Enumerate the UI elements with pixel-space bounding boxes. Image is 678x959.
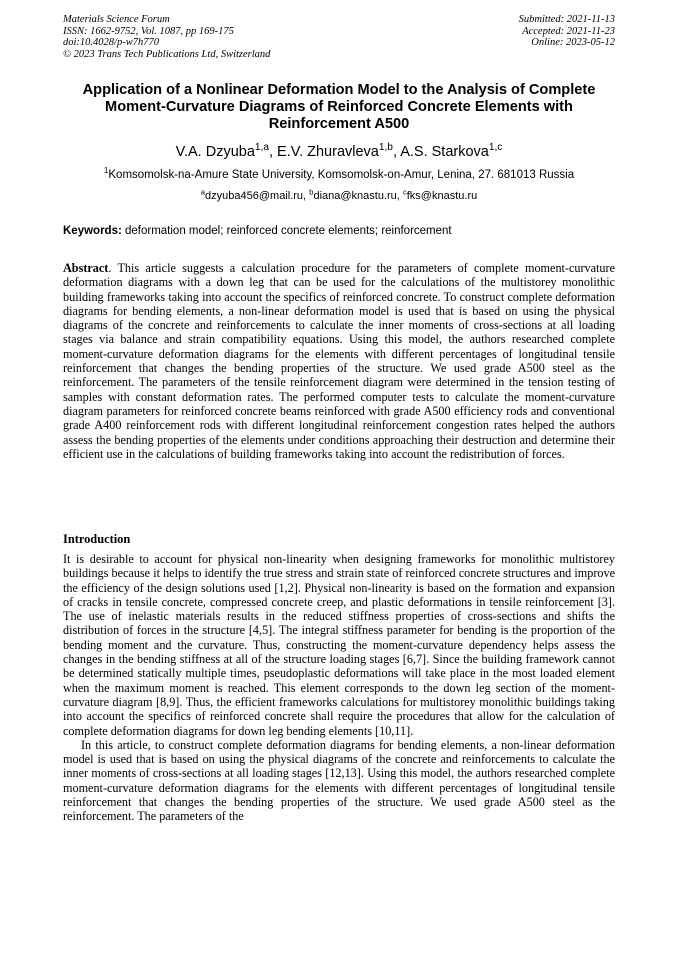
email-mark: a [200,187,206,197]
paragraph: In this article, to construct complete deformation diagrams for bending elements, a non-linear deformation model is used that is based on using the physical diagrams of the concrete and reinforcements to calculate the inner moments of cross-sections at all loading stages [12,13]. Using this model, the authors researched complete moment-curvature deformation diagrams for the elements with different percentages of longitudinal tensile reinforcement that changes the bending properties of the structure. We used grade A500 steel as the reinforcement. The parameters of the [63,737,615,824]
affiliation [0,168,678,182]
keywords [63,224,615,238]
author-list: V.A. Dzyuba$^{1,a}$, E.V. Zhuravleva$^{1,b}$, A.S. Starkova$^{1,c}$ [175,142,503,160]
author-name: A.S. Starkova [400,144,489,160]
dates-header [519,14,615,49]
journal-header [63,14,270,60]
author-affiliation-mark: 1,b [378,142,393,154]
accepted-date: Accepted: 2021-11-23 [522,25,615,37]
abstract [63,261,615,461]
affiliation-mark: 1 [103,166,109,176]
abstract-label: Abstract [63,261,109,275]
keywords-text: deformation model; reinforced concrete elements; reinforcement [121,225,452,237]
journal-copyright: © 2023 Trans Tech Publications Ltd, Switzerland [63,48,271,60]
abstract-text: . This article suggests a calculation procedure for the parameters of complete moment-curvature deformation diagrams with a down leg that can be used for the calculations of the multistorey monolithic building frameworks taking into account the specifics of reinforced concrete. To construct complete deformation diagrams for bending elements, a non-linear deformation model is used that is based on using the physical diagrams of the concrete and reinforcements to calculate the inner moments of cross-sections at all loading stages via balance and strain compatibility equations. Using this model, the authors researched complete moment-curvature deformation diagrams for the elements with different percentages of longitudinal tensile reinforcement that changes the bending properties of the structure. We used grade A500 steel as the reinforcement. The parameters of the tensile reinforcement diagram were determined in the tension testing of samples with constant deformation rates. The performed computer tests to calculate the moment-curvature diagram parameters for reinforced concrete beams reinforced with grade A500 efficiency rods and conventional grade A400 reinforcement rods with different longitudinal reinforcement congestion rates helped the authors assess the bending properties of the elements under conditions approaching their destruction and determine their efficient use in the calculations of building frameworks taking into account the redistribution of forces. [63,261,615,461]
journal-doi: doi:10.4028/p-w7h770 [63,37,159,49]
email-link[interactable]: diana@knastu.ru [313,190,397,202]
introduction-body [63,552,615,824]
email-mark: b [309,187,314,197]
submitted-date: Submitted: 2021-11-13 [518,14,615,25]
author-affiliation-mark: 1,c [488,142,503,154]
email-link[interactable]: fks@knastu.ru [406,190,478,202]
paragraph: It is desirable to account for physical non-linearity when designing frameworks for monolithic multistorey buildings because it helps to identify the true stress and strain state of reinforced concrete structures and improve the efficiency of the design solutions used [1,2]. Physical non-linearity is based on the formation and expansion of cracks in tensile concrete, compressed concrete creep, and plastic deformations in tensile reinforcement [3]. The use of inelastic materials results in the reduced stiffness properties of cross-sections and shifts the distribution of forces in the structure [4,5]. The integral stiffness parameter for bending is the proportion of the bending moment and the curvature. Thus, constructing the moment-curvature dependency helps assess the changes in the bending stiffness at all of the structure loading stages [6,7]. Since the building framework cannot be determined statically multiple times, pseudoplastic deformations will take place in the most loaded element when the maximum moment is reached. This element corresponds to the down leg section of the moment-curvature diagram [8,9]. Thus, the efficient frameworks calculations for multistorey monolithic buildings taking into account the specifics of reinforced concrete shall require the procedures that allow for the calculation of complete deformation diagrams for down leg bending elements [10,11]. [63,552,615,738]
author-name: V.A. Dzyuba [175,144,255,160]
author-name: E.V. Zhuravleva [277,144,379,160]
keywords-label: Keywords: [63,225,122,237]
section-heading-introduction: Introduction [63,532,131,546]
journal-name: Materials Science Forum [63,14,170,25]
online-date: Online: 2023-05-12 [531,37,615,49]
author-affiliation-mark: 1,a [254,142,269,154]
journal-issn: ISSN: 1662-9752, Vol. 1087, pp 169-175 [63,25,234,37]
affiliation-text: Komsomolsk-na-Amure State University, Komsomolsk-on-Amur, Lenina, 27. 681013 Russia [108,169,575,181]
email-link[interactable]: dzyuba456@mail.ru [205,190,304,202]
email-mark: c [402,187,407,197]
email-list: $^a$dzyuba456@mail.ru, $^b$diana@knastu.ru, $^c$fks@knastu.ru [200,187,478,202]
paper-title: Application of a Nonlinear Deformation Model to the Analysis of Complete Moment-Curvature Diagrams of Reinforced Concrete Elements with Reinforcement A500 [82,82,596,133]
